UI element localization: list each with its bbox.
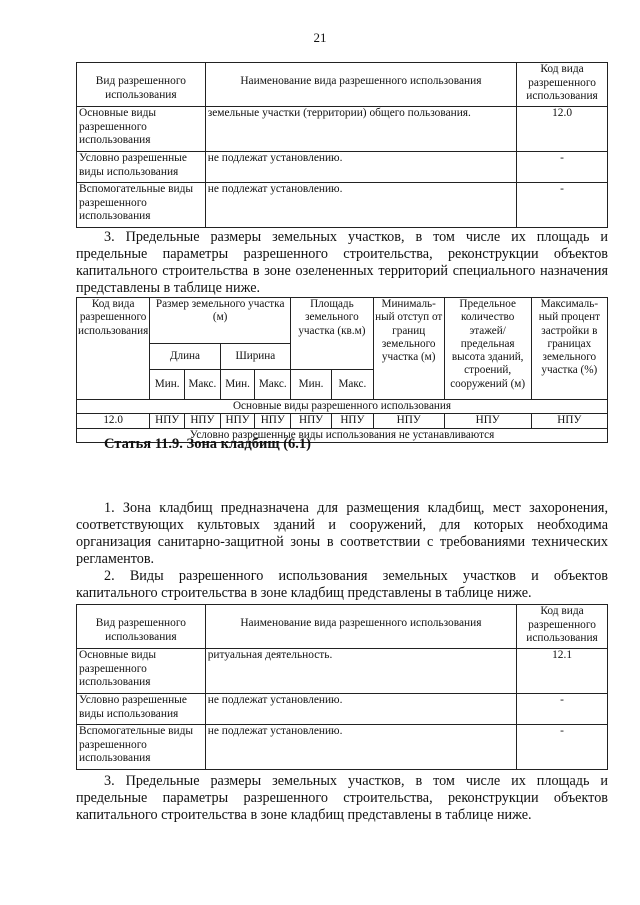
table-row xyxy=(77,107,608,152)
limits-cell: НПУ xyxy=(444,414,531,428)
paragraph-cemetery-uses: 2. Виды разрешенного использования земельных участков и объектов капитального строительства в зоне кладбищ представлены в таблице ниже. xyxy=(76,568,608,601)
table-row xyxy=(77,414,608,428)
header-cell-length-min: Мин. xyxy=(150,370,185,400)
limits-cell: НПУ xyxy=(220,414,255,428)
limits-cell: 12.0 xyxy=(77,414,150,428)
paragraph-cemetery-purpose: 1. Зона кладбищ предназначена для размещения кладбищ, мест захоронения, соответствующих культовых зданий и сооружений, для которых необходима организация санитарно-защитной зоны в соответствии с требованиями технических регламентов. xyxy=(76,500,608,567)
header-cell-percent: Максималь-ный процент застройки в границах земельного участка (%) xyxy=(531,298,607,400)
row-name-cell: не подлежат установлению. xyxy=(205,183,516,228)
page-number: 21 xyxy=(313,30,327,45)
header-cell-code: Код вида разрешенного использования xyxy=(77,298,150,400)
article-heading: Статья 11.9. Зона кладбищ (6.1) xyxy=(104,436,312,452)
header-cell-width-min: Мин. xyxy=(220,370,255,400)
row-name-cell: не подлежат установлению. xyxy=(205,152,516,183)
header-cell-width-max: Макс. xyxy=(255,370,291,400)
table-row xyxy=(77,725,608,770)
section-row xyxy=(77,400,608,414)
limits-cell: НПУ xyxy=(150,414,185,428)
section-main-uses: Основные виды разрешенного использования xyxy=(77,400,608,414)
row-name-cell: земельные участки (территории) общего пользования. xyxy=(205,107,516,152)
limits-cell: НПУ xyxy=(255,414,291,428)
header-cell-name: Наименование вида разрешенного использования xyxy=(205,63,516,107)
limits-cell: НПУ xyxy=(373,414,444,428)
limits-table-greenery xyxy=(76,297,608,443)
header-cell-kind: Вид разрешенного использования xyxy=(77,605,206,649)
permitted-uses-table-greenery xyxy=(76,62,608,228)
header-cell-area-max: Макс. xyxy=(332,370,374,400)
row-name-cell: ритуальная деятельность. xyxy=(205,649,516,694)
row-kind-cell: Условно разрешенные виды использования xyxy=(77,694,206,725)
paragraph-limits-greenery: 3. Предельные размеры земельных участков, в том числе их площадь и предельные параметры разрешенного строительства, реконструкции объектов капитального строительства в зоне озелененных территорий специального назначения представлены в таблице ниже. xyxy=(76,229,608,296)
header-cell-code: Код вида разрешенного использования xyxy=(517,63,608,107)
row-code-cell: 12.1 xyxy=(517,649,608,694)
table-row xyxy=(77,183,608,228)
table-row xyxy=(77,694,608,725)
table-row xyxy=(77,152,608,183)
table-header-row xyxy=(77,63,608,107)
header-cell-width: Ширина xyxy=(220,344,290,370)
row-code-cell: 12.0 xyxy=(517,107,608,152)
limits-cell: НПУ xyxy=(291,414,332,428)
permitted-uses-table-cemetery xyxy=(76,604,608,770)
row-kind-cell: Основные виды разрешенного использования xyxy=(77,107,206,152)
table-header-row xyxy=(77,605,608,649)
row-code-cell: - xyxy=(517,694,608,725)
header-cell-setback: Минималь-ный отступ от границ земельного участка (м) xyxy=(373,298,444,400)
row-name-cell: не подлежат установлению. xyxy=(205,725,516,770)
limits-cell: НПУ xyxy=(185,414,221,428)
limits-cell: НПУ xyxy=(332,414,374,428)
header-cell-kind: Вид разрешенного использования xyxy=(77,63,206,107)
header-cell-length-max: Макс. xyxy=(185,370,221,400)
header-cell-floors: Предельное количество этажей/ предельная высота зданий, строений, сооружений (м) xyxy=(444,298,531,400)
row-kind-cell: Условно разрешенные виды использования xyxy=(77,152,206,183)
limits-cell: НПУ xyxy=(531,414,607,428)
header-cell-size: Размер земельного участка (м) xyxy=(150,298,291,344)
row-name-cell: не подлежат установлению. xyxy=(205,694,516,725)
row-kind-cell: Вспомогательные виды разрешенного использования xyxy=(77,725,206,770)
row-kind-cell: Основные виды разрешенного использования xyxy=(77,649,206,694)
paragraph-limits-cemetery: 3. Предельные размеры земельных участков, в том числе их площадь и предельные параметры разрешенного строительства, реконструкции объектов капитального строительства в зоне кладбищ представлены в таблице ниже. xyxy=(76,773,608,823)
header-cell-length: Длина xyxy=(150,344,220,370)
header-cell-area: Площадь земельного участка (кв.м) xyxy=(291,298,374,370)
table-row xyxy=(77,649,608,694)
row-code-cell: - xyxy=(517,152,608,183)
header-cell-area-min: Мин. xyxy=(291,370,332,400)
table-header-row xyxy=(77,298,608,344)
section-conditional-uses: Условно разрешенные виды использования не устанавливаются xyxy=(77,428,608,442)
header-cell-code: Код вида разрешенного использования xyxy=(517,605,608,649)
row-kind-cell: Вспомогательные виды разрешенного использования xyxy=(77,183,206,228)
row-code-cell: - xyxy=(517,725,608,770)
row-code-cell: - xyxy=(517,183,608,228)
header-cell-name: Наименование вида разрешенного использования xyxy=(205,605,516,649)
